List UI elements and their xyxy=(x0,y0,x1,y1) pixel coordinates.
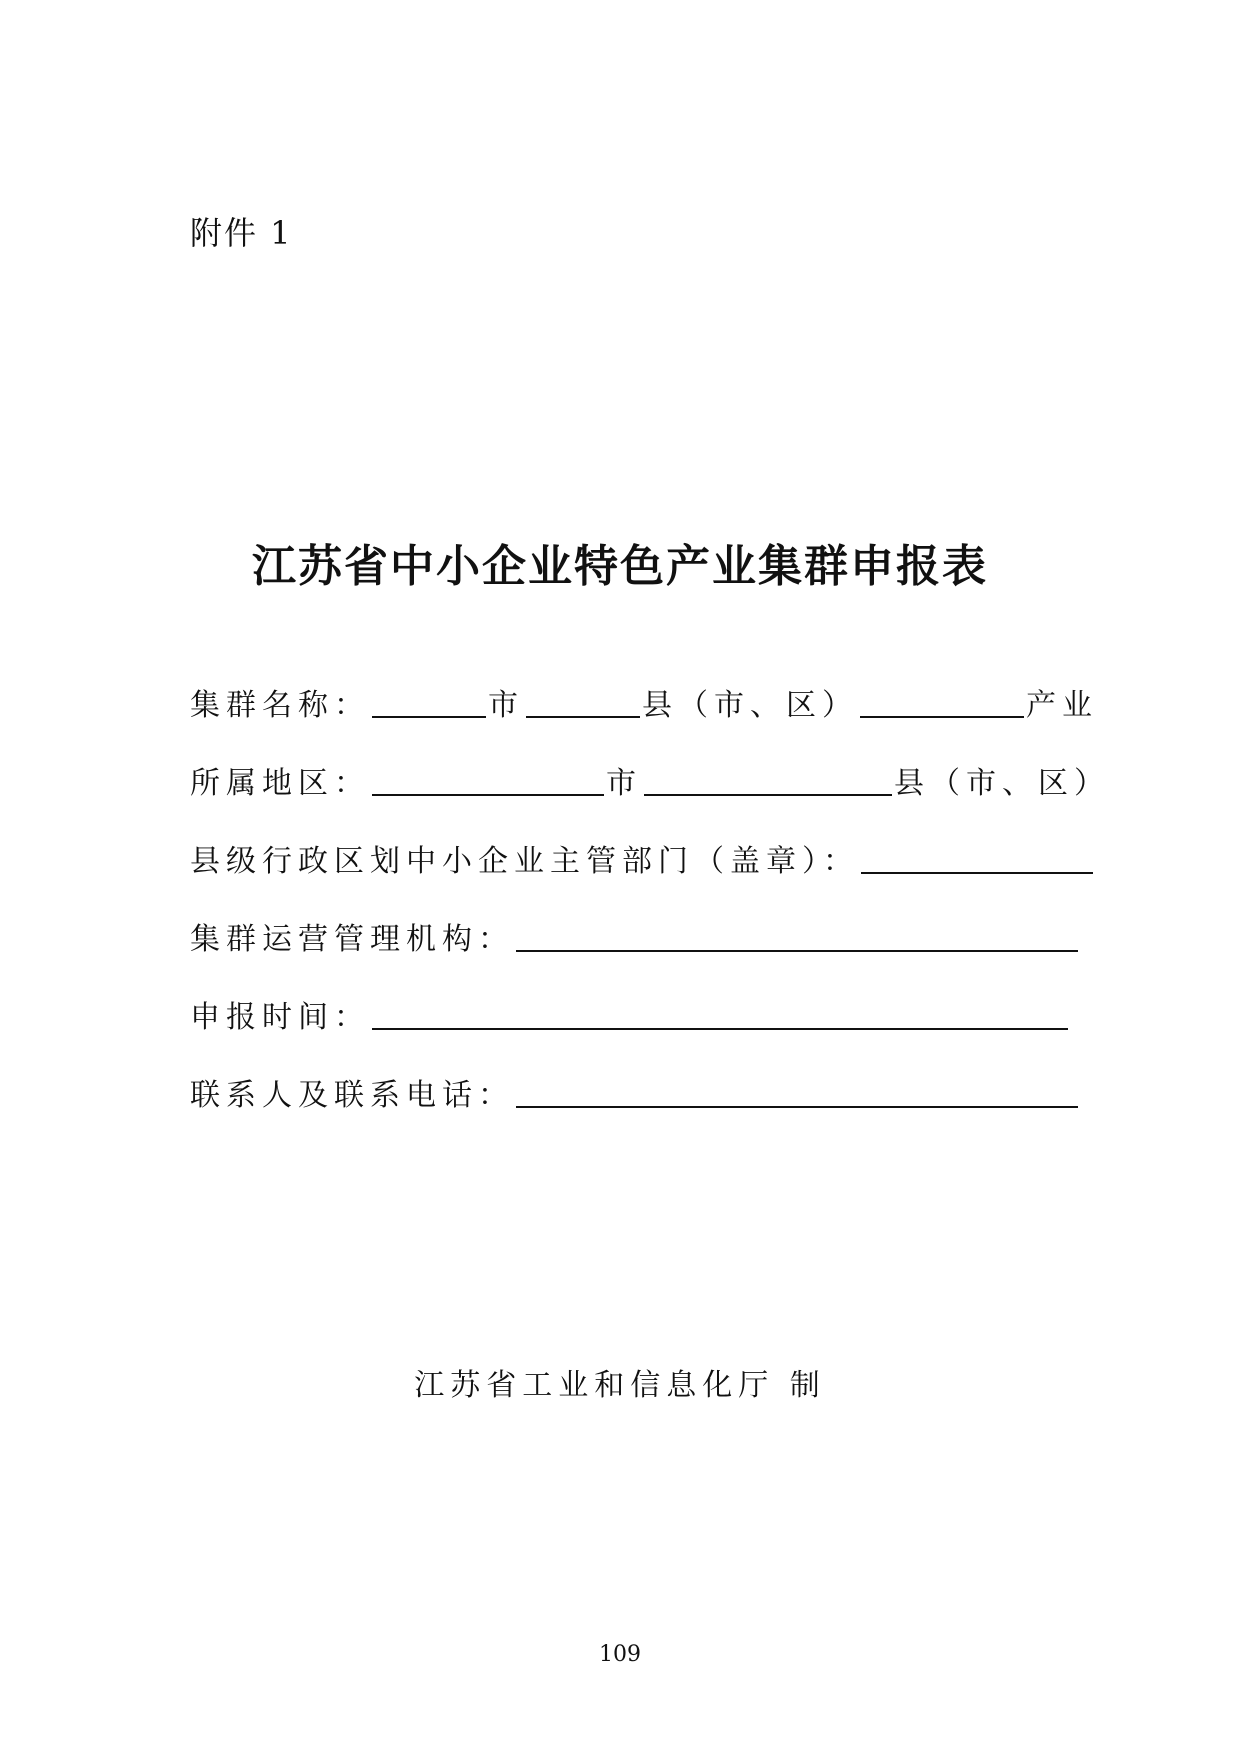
contact-label: 联系人及联系电话： xyxy=(190,1078,514,1113)
cluster-county-field[interactable] xyxy=(526,686,640,718)
issuer-line: 江苏省工业和信息化厅 制 xyxy=(414,1368,826,1403)
region-county-field[interactable] xyxy=(644,764,892,796)
region-city-field[interactable] xyxy=(372,764,604,796)
cluster-name-row xyxy=(190,680,1098,724)
page-number: 109 xyxy=(599,1642,641,1667)
apply-date-field[interactable] xyxy=(372,998,1068,1030)
contact-field[interactable] xyxy=(516,1076,1078,1108)
operator-row xyxy=(190,914,1080,958)
apply-date-label: 申报时间： xyxy=(190,1000,370,1035)
department-field[interactable] xyxy=(861,842,1093,874)
form-title: 江苏省中小企业特色产业集群申报表 xyxy=(252,541,988,592)
operator-field[interactable] xyxy=(516,920,1078,952)
cluster-city-field[interactable] xyxy=(372,686,486,718)
department-label: 县级行政区划中小企业主管部门（盖章）： xyxy=(190,844,859,879)
attachment-label: 附件 1 xyxy=(190,214,293,252)
cluster-industry-suffix: 产业 xyxy=(1026,688,1098,723)
cluster-industry-field[interactable] xyxy=(860,686,1024,718)
region-county-suffix: 县（市、区） xyxy=(894,766,1110,801)
cluster-city-suffix: 市 xyxy=(488,688,524,723)
cluster-county-suffix: 县（市、区） xyxy=(642,688,858,723)
region-city-suffix: 市 xyxy=(606,766,642,801)
apply-date-row xyxy=(190,992,1070,1036)
department-row xyxy=(190,836,1095,880)
region-row xyxy=(190,758,1110,802)
cluster-name-label: 集群名称： xyxy=(190,688,370,723)
contact-row xyxy=(190,1070,1080,1114)
region-label: 所属地区： xyxy=(190,766,370,801)
operator-label: 集群运营管理机构： xyxy=(190,922,514,957)
